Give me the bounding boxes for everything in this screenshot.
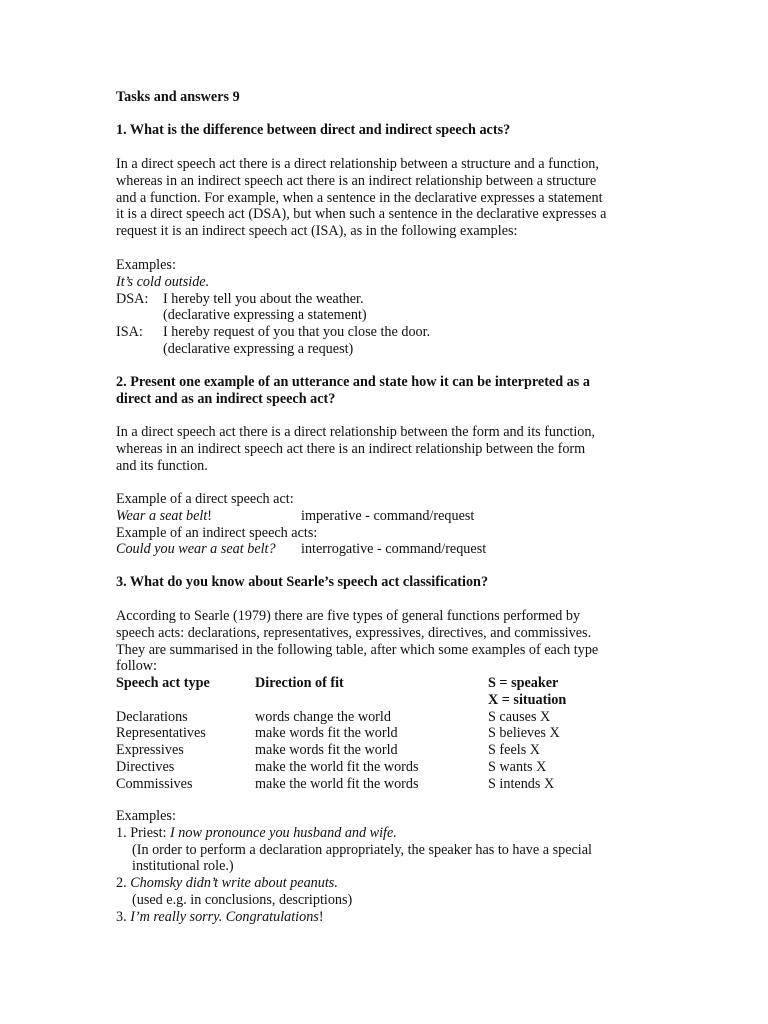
question-2-heading bbox=[116, 374, 658, 408]
table-cell: Commissives bbox=[116, 775, 193, 792]
isa-note: (declarative expressing a request) bbox=[163, 340, 354, 357]
exclamation: ! bbox=[318, 908, 324, 925]
answer-line: speech acts: declarations, representatives, expressives, directives, and commissives. bbox=[116, 624, 592, 641]
example-number: 2. bbox=[116, 875, 127, 892]
table-cell: Expressives bbox=[116, 742, 184, 759]
direct-example-label: Example of a direct speech act: bbox=[116, 491, 294, 507]
answer-line: whereas in an indirect speech act there is an indirect relationship between a structure bbox=[116, 172, 597, 189]
dsa-label: DSA: bbox=[116, 290, 149, 307]
example-note: (used e.g. in conclusions, descriptions) bbox=[132, 891, 353, 908]
question-1-answer bbox=[116, 156, 658, 240]
example-text: I now pronounce you husband and wife. bbox=[170, 824, 397, 841]
table-cell: Representatives bbox=[116, 725, 206, 742]
direct-example: Wear a seat belt bbox=[116, 507, 208, 524]
table-cell: make words fit the world bbox=[255, 742, 398, 759]
table-header-row bbox=[116, 675, 566, 692]
table-row bbox=[116, 725, 566, 742]
table-cell: Directives bbox=[116, 758, 175, 775]
example-number: 3. bbox=[116, 908, 127, 925]
document-title: Tasks and answers 9 bbox=[116, 89, 240, 105]
table-cell: S feels X bbox=[488, 742, 541, 759]
example-number: 1. bbox=[116, 824, 127, 841]
table-cell: words change the world bbox=[255, 708, 391, 725]
isa-text: I hereby request of you that you close the door. bbox=[163, 324, 431, 341]
dsa-text: I hereby tell you about the weather. bbox=[163, 290, 364, 307]
answer-line: whereas in an indirect speech act there is an indirect relationship between the form bbox=[116, 440, 586, 457]
examples-label: Examples: bbox=[116, 808, 176, 824]
isa-label: ISA: bbox=[116, 324, 143, 341]
speech-act-table bbox=[116, 675, 658, 793]
table-row bbox=[116, 742, 566, 759]
indirect-example: Could you wear a seat belt? bbox=[116, 541, 276, 558]
example-text: Chomsky didn’t write about peanuts. bbox=[130, 875, 338, 892]
header-speech-act-type: Speech act type bbox=[116, 675, 210, 691]
table-header-row bbox=[116, 692, 566, 709]
question-1-heading: 1. What is the difference between direct and indirect speech acts? bbox=[116, 122, 511, 138]
example-note: (In order to perform a declaration appropriately, the speaker has to have a special bbox=[132, 841, 592, 858]
example-note: institutional role.) bbox=[132, 858, 234, 875]
heading-line: direct and as an indirect speech act? bbox=[116, 390, 336, 407]
example-speaker: Priest: bbox=[130, 824, 167, 841]
answer-line: In a direct speech act there is a direct relationship between a structure and a function, bbox=[116, 156, 599, 172]
question-3-heading: 3. What do you know about Searle’s speech act classification? bbox=[116, 574, 489, 590]
header-situation: X = situation bbox=[488, 691, 567, 708]
answer-line: They are summarised in the following table, after which some examples of each type bbox=[116, 641, 599, 658]
question-3-examples bbox=[116, 808, 658, 926]
answer-line: In a direct speech act there is a direct relationship between the form and its function, bbox=[116, 424, 596, 440]
examples-label: Examples: bbox=[116, 257, 176, 273]
direct-example-type: imperative - command/request bbox=[301, 507, 475, 524]
answer-line: and a function. For example, when a sentence in the declarative expresses a statement bbox=[116, 189, 603, 206]
heading-line: 2. Present one example of an utterance and state how it can be interpreted as a bbox=[116, 374, 590, 390]
table-cell: S believes X bbox=[488, 725, 560, 742]
table-row bbox=[116, 776, 566, 793]
header-speaker: S = speaker bbox=[488, 675, 559, 691]
table-cell: make words fit the world bbox=[255, 725, 398, 742]
question-1-examples bbox=[116, 257, 658, 358]
indirect-example-label: Example of an indirect speech acts: bbox=[116, 524, 318, 541]
dsa-note: (declarative expressing a statement) bbox=[163, 307, 367, 324]
example-text: I’m really sorry. Congratulations bbox=[130, 908, 319, 925]
table-cell: make the world fit the words bbox=[255, 775, 419, 792]
header-direction-of-fit: Direction of fit bbox=[255, 675, 344, 691]
table-row bbox=[116, 759, 566, 776]
table-cell: make the world fit the words bbox=[255, 758, 419, 775]
table-cell: S wants X bbox=[488, 758, 547, 775]
table-row bbox=[116, 709, 566, 726]
question-2-examples bbox=[116, 491, 658, 558]
table-cell: S intends X bbox=[488, 775, 555, 792]
answer-line: it is a direct speech act (DSA), but when such a sentence in the declarative expresses a bbox=[116, 206, 607, 223]
answer-line: and its function. bbox=[116, 457, 208, 474]
table-cell: Declarations bbox=[116, 708, 188, 725]
exclamation: ! bbox=[207, 507, 213, 524]
answer-line: request it is an indirect speech act (ISA), as in the following examples: bbox=[116, 223, 518, 240]
example-sentence: It’s cold outside. bbox=[116, 273, 210, 290]
question-2-answer bbox=[116, 424, 658, 474]
answer-line: follow: bbox=[116, 658, 157, 675]
answer-line: According to Searle (1979) there are five types of general functions performed by bbox=[116, 608, 581, 624]
indirect-example-type: interrogative - command/request bbox=[301, 541, 487, 558]
question-3-answer bbox=[116, 608, 658, 675]
table-cell: S causes X bbox=[488, 708, 551, 725]
